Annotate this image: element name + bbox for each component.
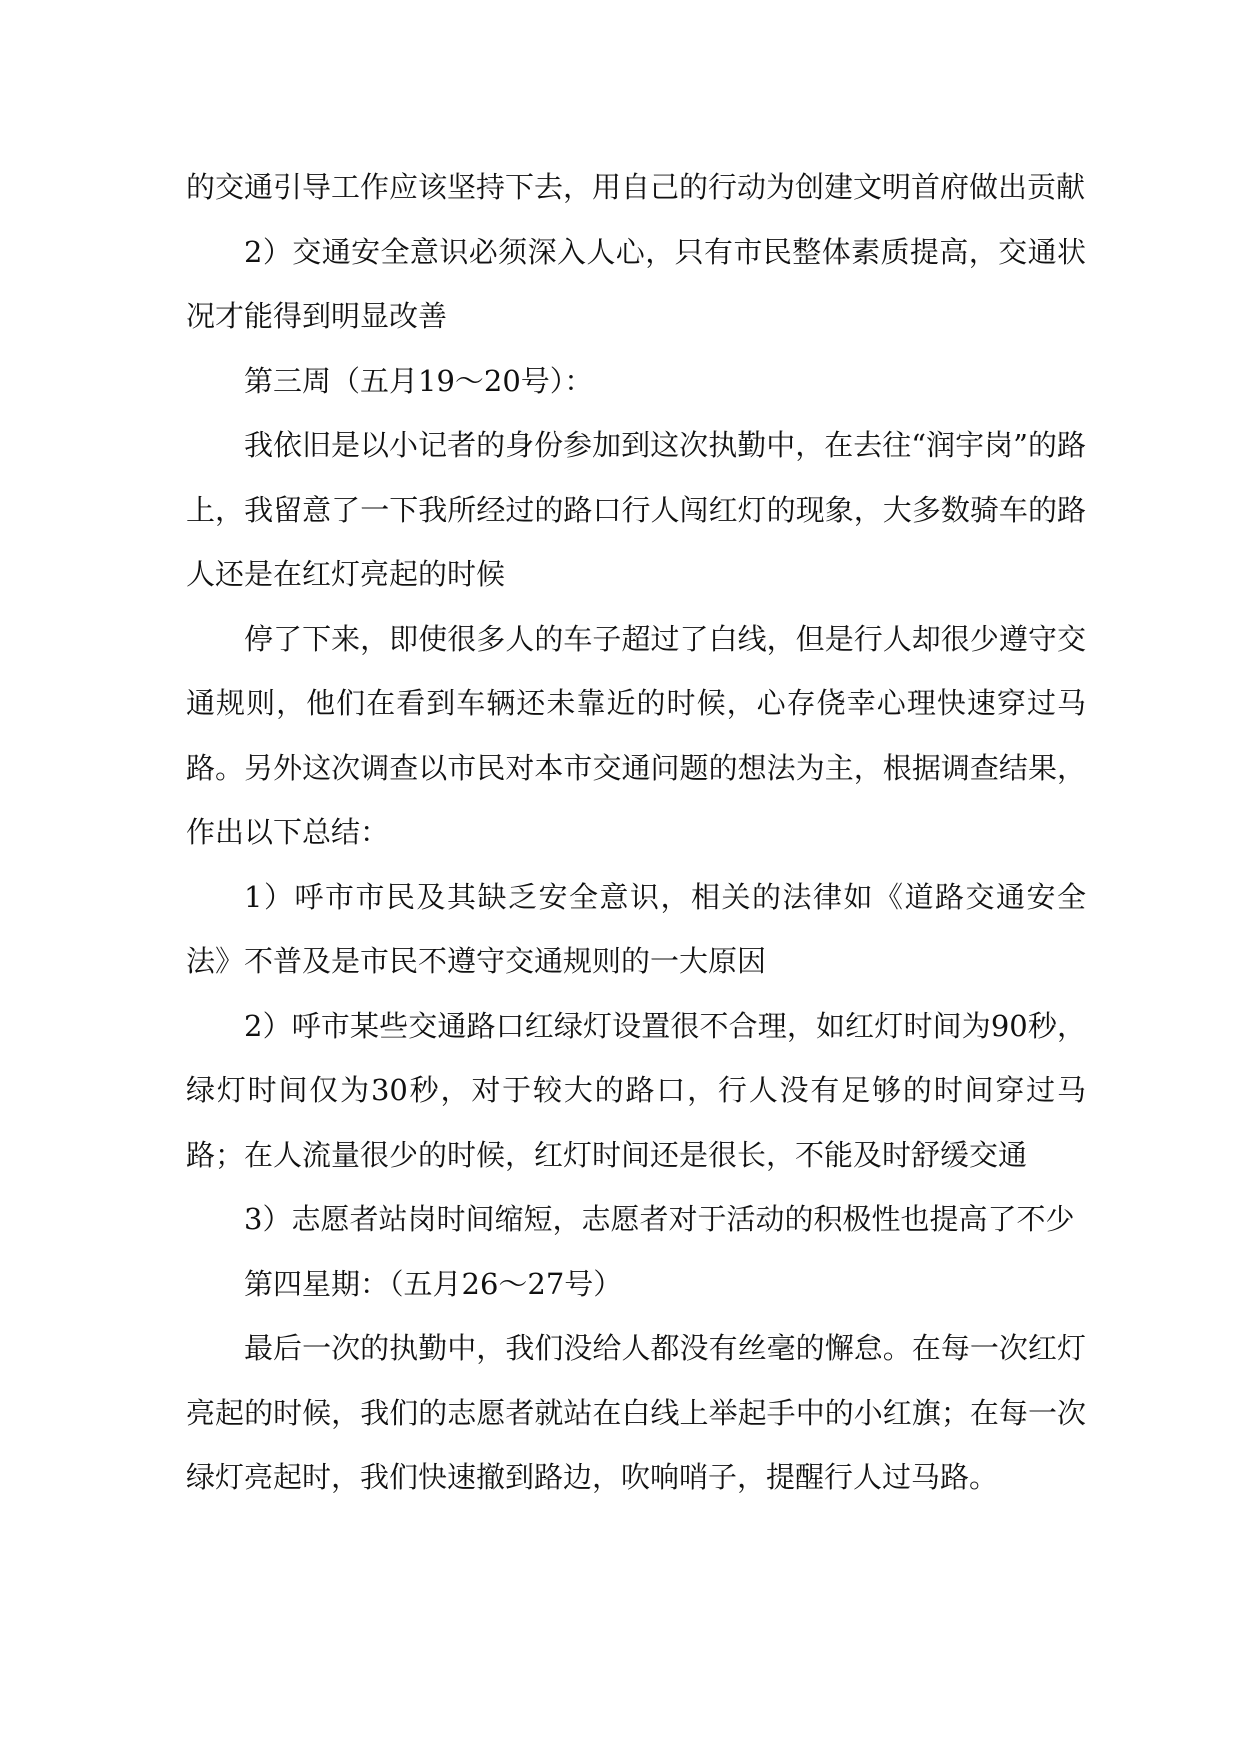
paragraph-3: 第三周（五月19～20号）： (244, 363, 594, 398)
paragraph-4: 我依旧是以小记者的身份参加到这次执勤中，在去往“润宇岗”的路上，我留意了一下我所经过的路口行人闯红灯的现象，大多数骑车的路人还是在红灯亮起的时候 (186, 428, 1086, 591)
paragraph-6: 1）呼市市民及其缺乏安全意识，相关的法律如《道路交通安全法》不普及是市民不遵守交通规则的一大原因 (186, 879, 1086, 978)
paragraph-8: 3）志愿者站岗时间缩短，志愿者对于活动的积极性也提高了不少 (244, 1202, 1075, 1236)
paragraph-7: 2）呼市某些交通路口红绿灯设置很不合理，如红灯时间为90秒，绿灯时间仅为30秒，对于较大的路口，行人没有足够的时间穿过马路；在人流量很少的时候，红灯时间还是很长，不能及时舒缓交通 (186, 1008, 1086, 1172)
paragraph-1: 的交通引导工作应该坚持下去，用自己的行动为创建文明首府做出贡献 (186, 170, 1086, 204)
paragraph-9: 第四星期：（五月26～27号） (244, 1266, 623, 1301)
paragraph-10: 最后一次的执勤中，我们没给人都没有丝毫的懈怠。在每一次红灯亮起的时候，我们的志愿者就站在白线上举起手中的小红旗；在每一次绿灯亮起时，我们快速撤到路边，吹响哨子，提醒行人过马路。 (186, 1331, 1086, 1494)
paragraph-5: 停了下来，即使很多人的车子超过了白线，但是行人却很少遵守交通规则，他们在看到车辆还未靠近的时候，心存侥幸心理快速穿过马路。另外这次调查以市民对本市交通问题的想法为主，根据调查结果，作出以下总结： (186, 621, 1086, 849)
paragraph-2: 2）交通安全意识必须深入人心，只有市民整体素质提高，交通状况才能得到明显改善 (186, 234, 1086, 333)
document-body (186, 155, 1086, 1510)
